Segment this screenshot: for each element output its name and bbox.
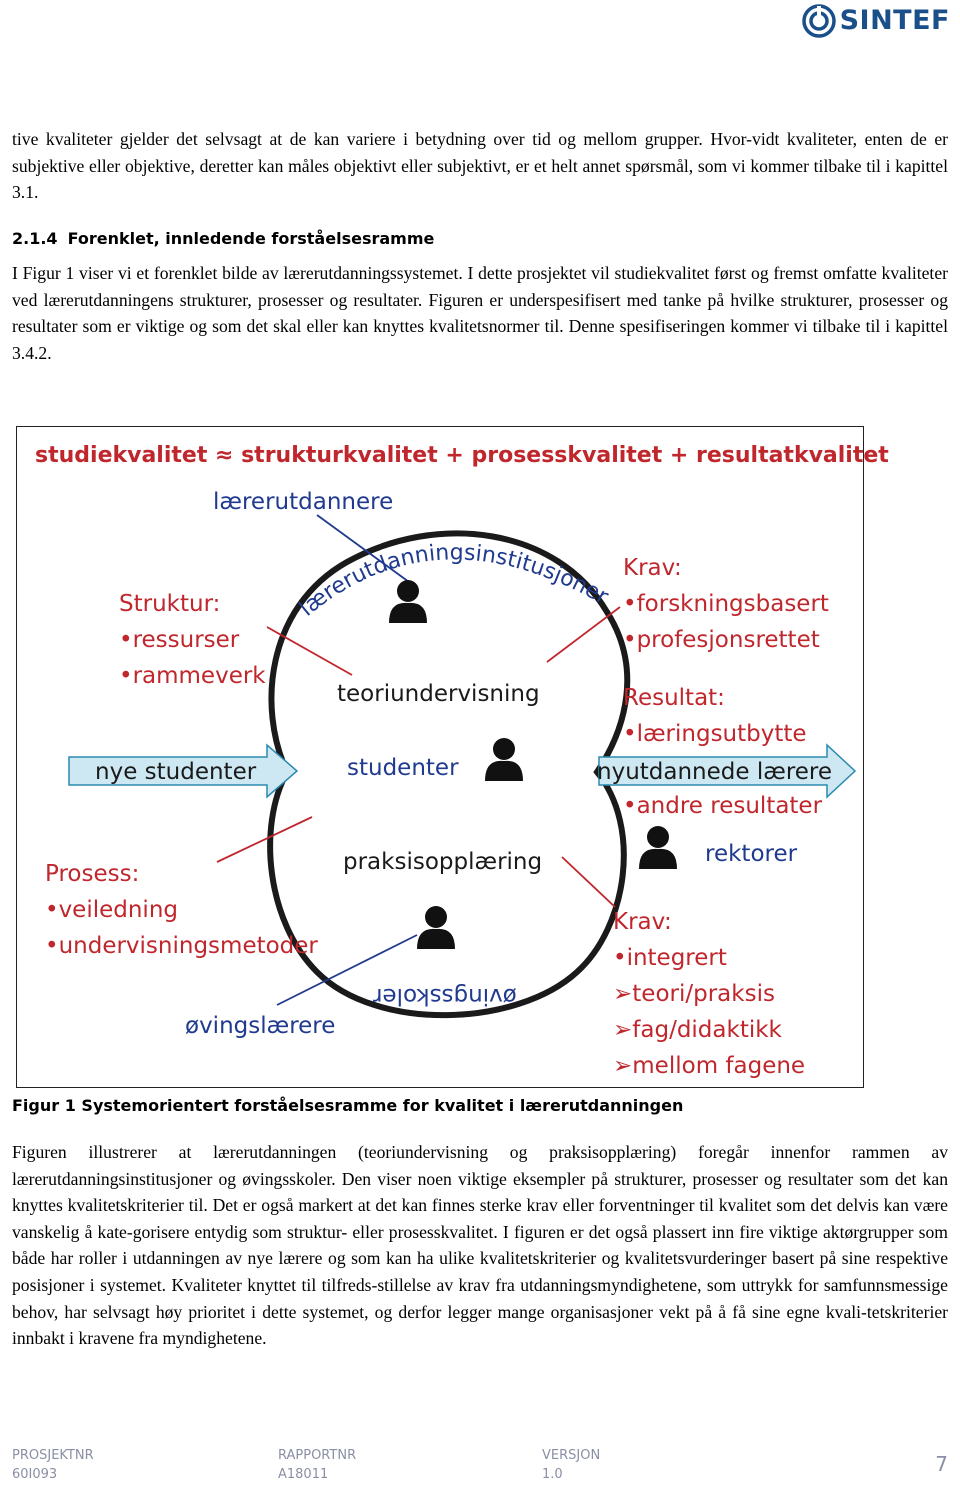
prosjektnr-label: PROSJEKTNR bbox=[12, 1448, 94, 1463]
figure-caption: Figur 1 Systemorientert forståelsesramme for kvalitet i lærerutdanningen bbox=[12, 1096, 684, 1115]
struktur-title: Struktur: bbox=[119, 591, 221, 617]
krav-bottom-title: Krav: bbox=[613, 909, 672, 935]
logo-text: SINTEF bbox=[839, 5, 950, 36]
krav-bottom-arrow-item-1 bbox=[613, 981, 775, 1007]
resultat-item: •læringsutbytte bbox=[623, 721, 807, 747]
krav-bottom-arrow-text-3: mellom fagene bbox=[632, 1053, 806, 1079]
studenter-label: studenter bbox=[347, 755, 459, 781]
versjon-value: 1.0 bbox=[542, 1467, 563, 1482]
footer-versjon bbox=[542, 1446, 600, 1484]
sintef-logo bbox=[802, 4, 950, 38]
figure-frame bbox=[16, 426, 889, 1088]
andre-resultater-label: •andre resultater bbox=[623, 793, 823, 819]
ovingslaerere-label: øvingslærere bbox=[185, 1013, 336, 1039]
footer-rapportnr bbox=[278, 1446, 356, 1484]
footer-prosjektnr bbox=[12, 1446, 94, 1484]
section-number: 2.1.4 bbox=[12, 229, 58, 248]
intro-paragraph: tive kvaliteter gjelder det selvsagt at de kan variere i betydning over tid og mellom grupper. Hvor-vidt kvaliteter, enten de er subjektive eller objektive, deretter kan måles objektivt eller subjektivt, er et helt annet spørsmål, som vi kommer tilbake til i kapittel 3.1. bbox=[12, 129, 948, 203]
page-number: 7 bbox=[935, 1452, 948, 1476]
section-title: Forenklet, innledende forståelsesramme bbox=[67, 229, 435, 248]
institusjoner-label: lærerutdanningsinstitusjoner bbox=[294, 540, 613, 622]
struktur-item-2: •rammeverk bbox=[119, 663, 266, 689]
section-heading bbox=[12, 229, 434, 248]
krav-top-item-2: •profesjonsrettet bbox=[623, 627, 820, 653]
versjon-label: VERSJON bbox=[542, 1448, 601, 1463]
rektorer-label: rektorer bbox=[705, 841, 798, 867]
rapportnr-label: RAPPORTNR bbox=[278, 1448, 357, 1463]
arrowhead-icon: ➢ bbox=[613, 1053, 633, 1079]
arrowhead-icon: ➢ bbox=[613, 1017, 633, 1043]
svg-text:lærerutdanningsinstitusjoner bbox=[295, 540, 613, 621]
krav-top-title: Krav: bbox=[623, 555, 682, 581]
krav-bottom-arrow-item-3 bbox=[613, 1053, 805, 1079]
krav-bottom-item: •integrert bbox=[613, 945, 727, 971]
sintef-logo-icon bbox=[802, 4, 836, 38]
nye-studenter-label: nye studenter bbox=[95, 759, 257, 785]
ovingsskoler-label: øvingsskoler bbox=[373, 983, 517, 1009]
prosess-title: Prosess: bbox=[45, 861, 140, 887]
rapportnr-value: A18011 bbox=[278, 1467, 329, 1482]
krav-bottom-arrow-text-1: teori/praksis bbox=[632, 981, 775, 1007]
teoriundervisning-label: teoriundervisning bbox=[337, 681, 540, 707]
equation: studiekvalitet ≈ strukturkvalitet + prosesskvalitet + resultatkvalitet bbox=[35, 443, 889, 468]
praksisopplaering-label: praksisopplæring bbox=[343, 849, 543, 875]
nyutdannede-label: nyutdannede lærere bbox=[597, 759, 833, 785]
prosjektnr-value: 60I093 bbox=[12, 1467, 58, 1482]
prosess-item-2: •undervisningsmetoder bbox=[45, 933, 318, 959]
arrowhead-icon: ➢ bbox=[613, 981, 633, 1007]
struktur-item-1: •ressurser bbox=[119, 627, 240, 653]
krav-bottom-arrow-text-2: fag/didaktikk bbox=[632, 1017, 782, 1043]
laererutdannere-label: lærerutdannere bbox=[213, 489, 394, 515]
body-paragraph: Figuren illustrerer at lærerutdanningen (teoriundervisning og praksisopplæring) foregår innenfor rammen av lærerutdanningsinstitusjoner og øvingsskoler. Den viser noen viktige eksempler på strukturer, prosesser og resultater som det kan knyttes kvalitetskriterier til. Det er også markert at det kan finnes sterke krav eller forventninger til kvalitet som det delvis kan være vanskelig å kate-gorisere entydig som struktur- eller prosesskvalitet. I figuren er det også plassert inn fire viktige aktørgrupper som både har roller i utdanningen av nye lærere og som kan ha ulike kvalitetskriterier og kvalitetsvurderinger basert på sine respektive posisjoner i systemet. Kvaliteter knyttet til tilfreds-stillelse av krav fra utdanningsmyndighetene, som uttrykk for samfunnsmessige behov, har selvsagt høy prioritet i dette systemet, og derfor legger mange organisasjoner vekt på å få sine egne kvali-tetskriterier innbakt i kravene fra myndighetene. bbox=[12, 1142, 948, 1349]
section-paragraph: I Figur 1 viser vi et forenklet bilde av lærerutdanningssystemet. I dette prosjektet vil studiekvalitet først og fremst omfatte kvaliteter ved lærerutdanningens strukturer, prosesser og resultater. Figuren er underspesifisert med tanke på hvilke strukturer, prosesser og resultater som er viktige og som det skal eller kan knyttes kvalitetsnormer til. Denne spesifiseringen kommer vi tilbake til i kapittel 3.4.2. bbox=[12, 263, 948, 363]
resultat-title: Resultat: bbox=[623, 685, 725, 711]
prosess-item-1: •veiledning bbox=[45, 897, 179, 923]
krav-top-item-1: •forskningsbasert bbox=[623, 591, 829, 617]
krav-bottom-arrow-item-2 bbox=[613, 1017, 782, 1043]
